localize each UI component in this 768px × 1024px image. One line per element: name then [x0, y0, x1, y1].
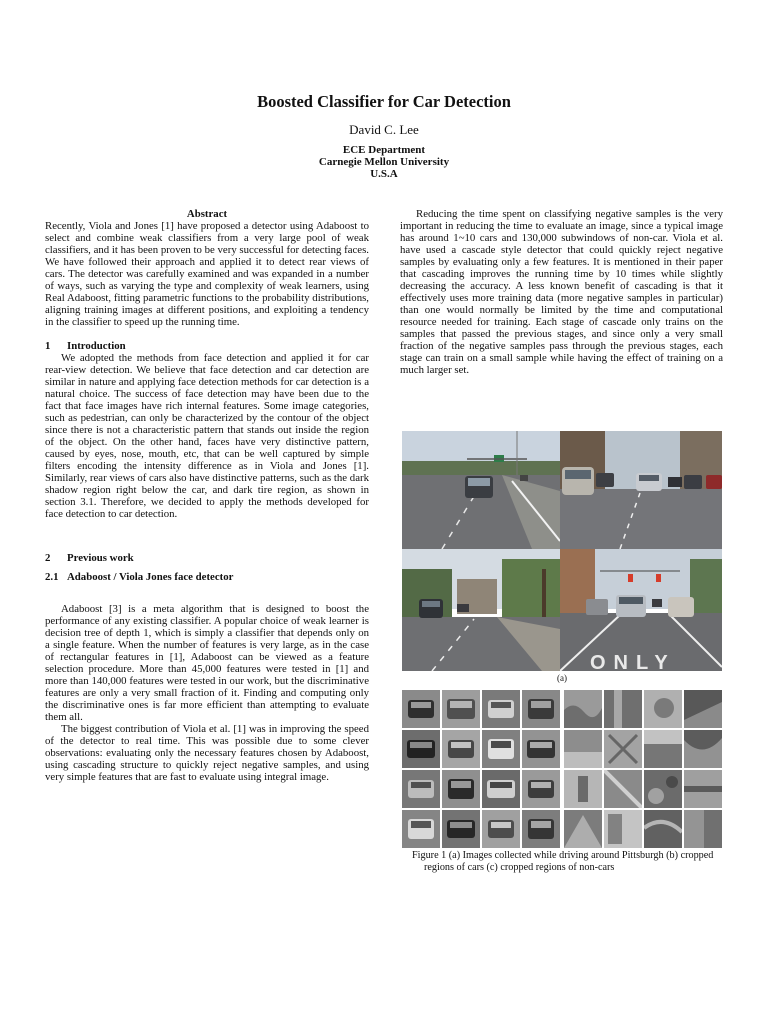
non-car-crop [564, 770, 602, 808]
adaboost-paragraph-1: Adaboost [3] is a meta algorithm that is designed to boost the performance of any existing classifier. A popular choice of weak learner is decision tree of depth 1, which is simply a classifier that depends only on a single feature. When the number of features is very large, as in the case of rectangular features in [1], Adaboost can be viewed as a feature selection procedure. More than 45,000 features were tested in [1] and more than 140,000 features were tested in our work, but the discriminative features are only a very small fraction of it. Finding and computing only the discriminative ones is far more efficient than attempting to evaluate them all. [45, 603, 369, 723]
cascade-paragraph: Reducing the time spent on classifying negative samples is the very important in reducing the time to evaluate an image, since a typical image has around 1~10 cars and 130,000 subwindows of non-car. Viola et al. have used a cascade style detector that could quickly reject negative samples by evaluating only a few features. It is mentioned in their paper that cascading improves the running time by 10 times while slightly decreasing the accuracy. A less known benefit of cascading is that it effectively uses more training data (more negative samples in particular) than one would normally be limited by the time and computational resource needed for training. Each stage of cascade only trains on the samples that passed the previous stages, and since only a very small fraction of the negative samples pass through the previous stages, each stage can train on a small sample while having the effect of training on a much larger set. [400, 208, 723, 376]
figure-caption: Figure 1 (a) Images collected while driving around Pittsburgh (b) cropped regions of cars (c) cropped regions of non-cars [412, 850, 714, 873]
non-car-crop [604, 810, 642, 848]
car-crop [482, 810, 520, 848]
section-number: 1 [45, 340, 51, 352]
abstract-heading: Abstract [186, 208, 228, 220]
car-crop [442, 770, 480, 808]
figure-sublabel-a: (a) [557, 673, 567, 683]
car-crop [442, 810, 480, 848]
non-car-crop [564, 810, 602, 848]
car-crop [402, 810, 440, 848]
car-crop [522, 810, 560, 848]
figure-1 [402, 431, 722, 848]
non-car-crop [684, 770, 722, 808]
car-crop [402, 690, 440, 728]
non-car-crop [684, 730, 722, 768]
left-column [45, 208, 369, 783]
cropped-thumbnails [402, 690, 722, 848]
subsection-adaboost-heading [45, 571, 369, 583]
affiliation-university: Carnegie Mellon University [318, 156, 450, 168]
subsection-title: Adaboost / Viola Jones face detector [67, 571, 234, 583]
car-crop [482, 690, 520, 728]
car-crop [522, 690, 560, 728]
car-crop [522, 770, 560, 808]
section-title: Previous work [67, 552, 134, 564]
section-title: Introduction [67, 340, 126, 352]
car-crop [482, 730, 520, 768]
affiliation [0, 144, 768, 180]
non-car-crop [564, 730, 602, 768]
street-photo-grid [402, 431, 722, 671]
section-previous-heading [45, 552, 369, 564]
adaboost-paragraph-2: The biggest contribution of Viola et al. [1] was in improving the speed of the detector to real time. This was possible due to some clever observations: evaluating only the necessary features chosen by Adaboost, using cascading structure to quickly reject negative samples, and using very simple features that are fast to evaluate using integral image. [45, 723, 369, 783]
car-crop [442, 730, 480, 768]
non-car-crop [604, 770, 642, 808]
non-car-crop [644, 770, 682, 808]
car-crop [522, 730, 560, 768]
section-intro-heading [45, 340, 369, 352]
author-name: David C. Lee [349, 122, 419, 137]
non-car-crop [684, 690, 722, 728]
non-car-crop [644, 730, 682, 768]
street-photo [402, 549, 560, 671]
non-car-crop [604, 690, 642, 728]
subsection-number: 2.1 [45, 571, 59, 583]
section-number: 2 [45, 552, 51, 564]
non-car-crop [644, 810, 682, 848]
road-marking-text: ONLY [590, 652, 676, 671]
paper-title: Boosted Classifier for Car Detection [257, 92, 511, 111]
non-car-crop [644, 690, 682, 728]
affiliation-department: ECE Department [342, 144, 426, 156]
non-car-crop [604, 730, 642, 768]
non-car-crops-grid [564, 690, 722, 848]
right-column [400, 208, 723, 376]
car-crop [442, 690, 480, 728]
car-crop [402, 730, 440, 768]
street-photo [560, 549, 722, 671]
street-photo [402, 431, 560, 549]
intro-text: We adopted the methods from face detection and applied it for car rear-view detection. We believe that face detection and car detection are similar in nature and applying face detection methods for car detection is a natural choice. The success of face detection may have been due to the fact that face images have rich internal features. Some image categories, such as pedestrian, can only be characterized by the contour of the object since there is not a characteristic pattern that stands out inside the region of the object. On the other hand, faces have very distinctive pattern, caused by eyes, nose, mouth, etc, that can be well captured by simple filters encoding the intensity difference as in Viola and Jones [1]. Similarly, rear views of cars also have distinctive patterns, such as the dark shadow region right below the car, and dark tire region, as shown in section 3.1. Therefore, we decided to apply the methods developed for face detection to car detection. [45, 352, 369, 520]
affiliation-country: U.S.A [370, 168, 398, 180]
car-crop [482, 770, 520, 808]
abstract-text: Recently, Viola and Jones [1] have proposed a detector using Adaboost to select and combine weak classifiers from a very large pool of weak classifiers, and it has been proven to be very successful for detecting faces. We have followed their approach and applied it to detect rear views of cars. The detector was carefully examined and was expanded in a number of ways, such as varying the type and complexity of weak learners, using Real Adaboost, fitting parametric functions to the probability distributions, aligning training images at different positions, and exploiting a tendency in the classifier to speed up the running time. [45, 220, 369, 328]
street-photo [560, 431, 722, 549]
non-car-crop [684, 810, 722, 848]
car-crops-grid [402, 690, 560, 848]
car-crop [402, 770, 440, 808]
non-car-crop [564, 690, 602, 728]
